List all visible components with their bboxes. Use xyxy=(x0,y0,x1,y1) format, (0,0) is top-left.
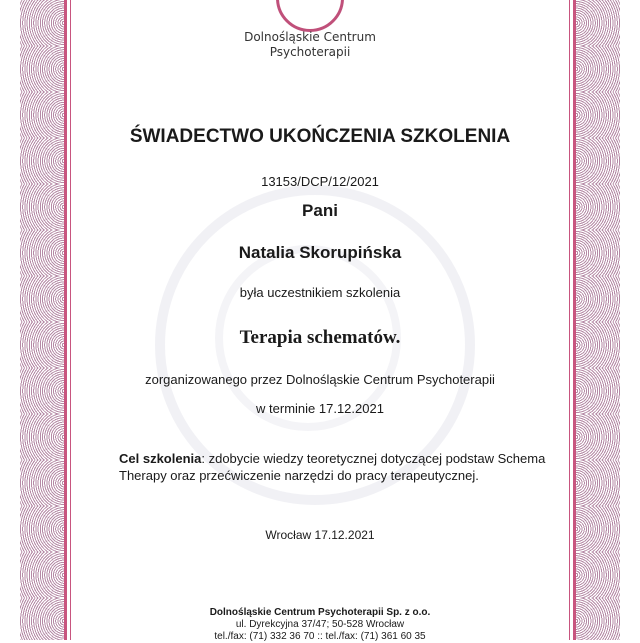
place-date: Wrocław 17.12.2021 xyxy=(265,528,375,542)
border-line xyxy=(70,0,71,640)
logo-line1: Dolnośląskie Centrum xyxy=(244,30,376,44)
participant-text: była uczestnikiem szkolenia xyxy=(239,285,401,300)
participant-name: Natalia Skorupińska xyxy=(238,243,402,262)
goal-line2: Therapy oraz przećwiczenie narzędzi do pracy terapeutycznej. xyxy=(119,468,479,483)
border-line xyxy=(64,0,67,640)
logo-icon xyxy=(276,0,344,32)
decorative-border-right xyxy=(576,0,620,640)
goal-line1: : zdobycie wiedzy teoretycznej dotyczącej podstaw Schema xyxy=(201,451,546,466)
footer-phone: tel./fax: (71) 332 36 70 :: tel./fax: (71) 361 60 35 xyxy=(214,631,426,642)
logo-text xyxy=(230,30,390,60)
training-goal xyxy=(119,450,545,484)
footer xyxy=(0,607,640,643)
footer-company: Dolnośląskie Centrum Psychoterapii Sp. z o.o. xyxy=(209,607,431,618)
border-line xyxy=(573,0,576,640)
certificate-number: 13153/DCP/12/2021 xyxy=(261,174,379,189)
organizer: zorganizowanego przez Dolnośląskie Centrum Psychoterapii xyxy=(145,372,495,387)
certificate-title: ŚWIADECTWO UKOŃCZENIA SZKOLENIA xyxy=(129,126,511,147)
term: w terminie 17.12.2021 xyxy=(256,401,384,416)
decorative-border-left xyxy=(20,0,64,640)
border-line xyxy=(569,0,570,640)
salutation: Pani xyxy=(302,201,338,220)
logo-line2: Psychoterapii xyxy=(269,45,351,59)
goal-label: Cel szkolenia xyxy=(119,451,202,466)
footer-address: ul. Dyrekcyjna 37/47; 50-528 Wrocław xyxy=(235,619,405,630)
course-name: Terapia schematów. xyxy=(239,327,401,348)
